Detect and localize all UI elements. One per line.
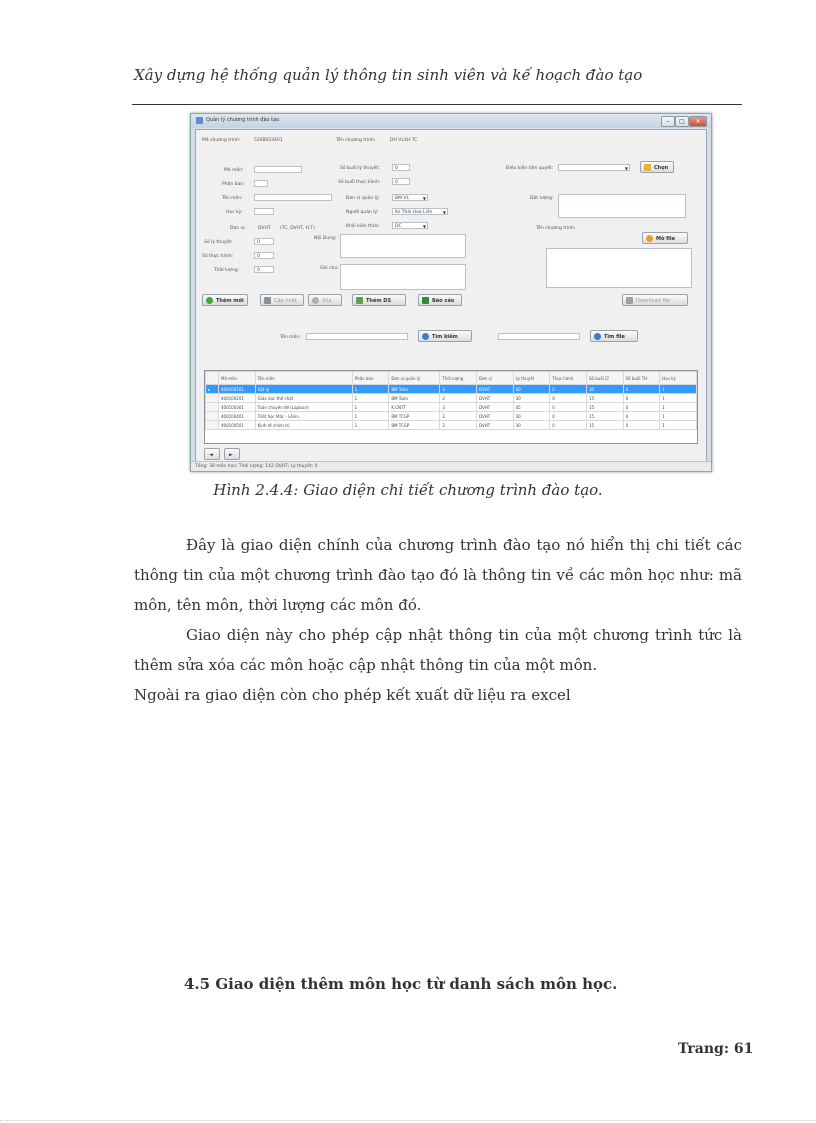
window-title: Quản lý chương trình đào tạo: [206, 117, 280, 123]
so-buoi-thuc-hanh-label: Số buổi thực hành:: [338, 180, 381, 185]
nguoi-quan-ly-value: Ks Thái Hoa Liên: [395, 210, 433, 215]
table-cell[interactable]: BM Toán: [389, 385, 440, 394]
them-moi-button[interactable]: [202, 294, 248, 306]
ma-chuong-trinh-value: 5268023401: [254, 138, 283, 143]
table-cell[interactable]: 30: [513, 412, 550, 421]
column-header[interactable]: Tên môn: [255, 372, 352, 385]
status-text: Tổng: 38 môn học; Thời lượng: 142 DVHT; Lý thuyết: 0: [195, 464, 318, 469]
figure-caption: Hình 2.4.4: Giao diện chi tiết chương trình đào tạo.: [213, 481, 603, 499]
ten-mon-label: Tên môn:: [222, 196, 243, 201]
tim-kiem-button[interactable]: [418, 330, 472, 342]
table-cell[interactable]: 0: [623, 385, 660, 394]
bao-cao-button[interactable]: [418, 294, 462, 306]
don-vi-label: Đơn vị:: [230, 226, 246, 231]
table-row[interactable]: [206, 394, 697, 403]
search-ten-mon-input[interactable]: [306, 333, 408, 340]
khoi-kien-thuc-select[interactable]: [392, 222, 428, 229]
khoi-kien-thuc-value: DC: [395, 224, 402, 229]
table-cell[interactable]: Toán chuyên đề (Laplace): [255, 403, 352, 412]
column-header[interactable]: Số buổi LT: [586, 372, 623, 385]
so-thuc-hanh-label: Số thực hành:: [202, 254, 234, 259]
column-header[interactable]: Thời lượng: [440, 372, 477, 385]
row-header-corner: [206, 372, 219, 385]
noi-dung-textarea[interactable]: [340, 234, 466, 258]
ghi-chu-textarea[interactable]: [340, 264, 466, 290]
column-header[interactable]: Thực hành: [550, 372, 587, 385]
column-header[interactable]: Học kỳ: [660, 372, 697, 385]
close-button[interactable]: ✕: [689, 116, 707, 127]
don-vi-value: DVHT: [258, 226, 271, 231]
tim-kiem-button-label: Tìm kiếm: [432, 334, 458, 340]
them-ds-button[interactable]: [352, 294, 406, 306]
table-cell[interactable]: 0: [623, 394, 660, 403]
table-cell[interactable]: 1: [352, 421, 389, 430]
table-cell[interactable]: 400100301: [219, 403, 256, 412]
download-file-button[interactable]: [622, 294, 688, 306]
ma-mon-label: Mã môn:: [224, 168, 244, 173]
table-cell[interactable]: BM TCGP: [389, 421, 440, 430]
table-cell[interactable]: DVHT: [476, 403, 513, 412]
chevron-down-icon: ▼: [442, 210, 446, 215]
table-cell[interactable]: DVHT: [476, 412, 513, 421]
xoa-button[interactable]: [308, 294, 342, 306]
paragraph-3: Ngoài ra giao diện còn cho phép kết xuất dữ liệu ra excel: [134, 686, 571, 704]
bao-cao-button-label: Báo cáo: [432, 298, 455, 304]
table-cell[interactable]: 0: [550, 412, 587, 421]
search-icon: [422, 333, 429, 340]
window-client-area: [195, 129, 707, 469]
dieu-kien-tien-quyet-label: Điều kiện tiên quyết:: [506, 166, 554, 171]
table-cell[interactable]: 0: [550, 421, 587, 430]
table-cell[interactable]: 1: [660, 403, 697, 412]
don-vi-quan-ly-select[interactable]: [392, 194, 428, 201]
table-row[interactable]: [206, 403, 697, 412]
hoc-ky-label: Học kỳ:: [226, 210, 243, 215]
tim-file-button[interactable]: [590, 330, 638, 342]
table-cell[interactable]: Kinh tế chính trị: [255, 421, 352, 430]
chevron-down-icon: ▼: [422, 196, 426, 201]
column-header[interactable]: Số buổi TH: [623, 372, 660, 385]
table-cell[interactable]: 1: [660, 385, 697, 394]
delete-icon: [312, 297, 319, 304]
table-cell[interactable]: 30: [586, 385, 623, 394]
don-vi-note: (TC, DVHT, H.T): [280, 226, 315, 231]
table-cell[interactable]: 1: [660, 394, 697, 403]
cap-nhat-button[interactable]: [260, 294, 304, 306]
table-cell[interactable]: 0: [550, 403, 587, 412]
prev-page-button[interactable]: ◄: [204, 448, 220, 460]
table-cell[interactable]: 400100401: [219, 412, 256, 421]
table-cell[interactable]: 45: [513, 403, 550, 412]
next-page-button[interactable]: ►: [224, 448, 240, 460]
mo-file-button-label: Mở file: [656, 236, 675, 242]
download-icon: [626, 297, 633, 304]
ten-chuong-trinh-label: Tên chương trình:: [336, 138, 376, 143]
table-cell[interactable]: 0: [623, 421, 660, 430]
add-icon: [206, 297, 213, 304]
table-cell[interactable]: 2: [440, 412, 477, 421]
page-header-title: Xây dựng hệ thống quản lý thông tin sinh viên và kế hoạch đào tạo: [134, 66, 643, 84]
ten-chuong-trinh-value: DH VLXH TC: [390, 138, 418, 143]
page-number: Trang: 61: [678, 1041, 754, 1057]
thoi-luong-label: Thời lượng:: [214, 268, 240, 273]
thoi-luong-input[interactable]: 0: [254, 266, 274, 273]
phan-ban-label: Phân ban:: [222, 182, 245, 187]
table-cell[interactable]: DVHT: [476, 385, 513, 394]
hoc-ky-input[interactable]: [254, 208, 274, 215]
table-cell[interactable]: 400100501: [219, 421, 256, 430]
maximize-button[interactable]: □: [675, 116, 689, 127]
table-cell[interactable]: 15: [586, 394, 623, 403]
table-cell[interactable]: 0: [623, 412, 660, 421]
table-cell[interactable]: 1: [660, 421, 697, 430]
row-header[interactable]: [206, 394, 219, 403]
so-thuc-hanh-input[interactable]: 0: [254, 252, 274, 259]
ma-chuong-trinh-label: Mã chương trình:: [202, 138, 241, 143]
so-buoi-thuc-hanh-input[interactable]: 0: [392, 178, 410, 185]
dat-luong-textarea[interactable]: [558, 194, 686, 218]
ten-mon-input[interactable]: [254, 194, 332, 201]
search-icon: [594, 333, 601, 340]
row-header[interactable]: [206, 412, 219, 421]
noi-dung-label: Nội Dung:: [314, 236, 337, 241]
table-cell[interactable]: 60: [513, 385, 550, 394]
chon-button-label: Chọn: [654, 165, 669, 171]
table-cell[interactable]: 400100101: [219, 385, 256, 394]
paragraph-1: Đây là giao diện chính của chương trình đào tạo nó hiển thị chi tiết các thông tin của một chương trình đào tạo đó là thông tin về các môn học như: mã môn, tên môn, thời lượng các môn đó.: [134, 536, 742, 614]
so-buoi-ly-thuyet-label: Số buổi lý thuyết:: [340, 166, 380, 171]
don-vi-quan-ly-value: BM VL: [395, 196, 409, 201]
table-cell[interactable]: 2: [440, 394, 477, 403]
search-ten-mon-label: Tên môn:: [280, 335, 301, 340]
table-cell[interactable]: 30: [513, 421, 550, 430]
minimize-button[interactable]: –: [661, 116, 675, 127]
column-header[interactable]: Lý thuyết: [513, 372, 550, 385]
open-file-icon: [646, 235, 653, 242]
so-buoi-ly-thuyet-input[interactable]: 0: [392, 164, 410, 171]
column-header[interactable]: Đơn vị quản lý: [389, 372, 440, 385]
table-cell[interactable]: 0: [623, 403, 660, 412]
table-row[interactable]: [206, 421, 697, 430]
table-row[interactable]: [206, 385, 697, 394]
table-cell[interactable]: 15: [586, 412, 623, 421]
them-moi-button-label: Thêm mới: [216, 298, 244, 304]
add-list-icon: [356, 297, 363, 304]
header-divider: [132, 104, 742, 105]
table-cell[interactable]: 4: [440, 385, 477, 394]
table-cell[interactable]: BM Toán: [389, 394, 440, 403]
table-cell[interactable]: 1: [352, 412, 389, 421]
nguoi-quan-ly-label: Người quản lý:: [346, 210, 379, 215]
grid-header-row: [206, 372, 697, 385]
chon-button[interactable]: [640, 161, 674, 173]
excel-icon: [422, 297, 429, 304]
chevron-down-icon: ▼: [624, 166, 628, 171]
dieu-kien-tien-quyet-select[interactable]: [558, 164, 630, 171]
khoi-kien-thuc-label: Khối kiến thức:: [346, 224, 380, 229]
column-header[interactable]: Mã môn: [219, 372, 256, 385]
cap-nhat-button-label: Cập nhật: [274, 298, 297, 304]
table-cell[interactable]: Giáo dục thể chất: [255, 394, 352, 403]
ghi-chu-label: Ghi chú:: [320, 266, 339, 271]
table-cell[interactable]: 1: [352, 394, 389, 403]
status-bar: [191, 461, 711, 471]
don-vi-quan-ly-label: Đơn vị quản lý:: [346, 196, 380, 201]
table-cell[interactable]: 15: [586, 421, 623, 430]
table-cell[interactable]: 1: [352, 403, 389, 412]
download-file-button-label: Download file: [636, 298, 671, 304]
table-cell[interactable]: 1: [352, 385, 389, 394]
row-header[interactable]: ▸: [206, 385, 219, 394]
paragraph-2: Giao diện này cho phép cập nhật thông tin của một chương trình tức là thêm sửa xóa các môn hoặc cập nhật thông tin của một môn.: [134, 626, 742, 674]
table-cell[interactable]: DVHT: [476, 421, 513, 430]
file-content-textarea[interactable]: [546, 248, 692, 288]
table-cell[interactable]: 0: [550, 385, 587, 394]
table-cell[interactable]: 1: [660, 412, 697, 421]
chevron-down-icon: ▼: [422, 224, 426, 229]
table-cell[interactable]: 3: [440, 403, 477, 412]
table-cell[interactable]: 400100201: [219, 394, 256, 403]
table-cell[interactable]: Vật lý: [255, 385, 352, 394]
table-row[interactable]: [206, 412, 697, 421]
column-header[interactable]: Phần ban: [352, 372, 389, 385]
tim-file-button-label: Tìm file: [604, 334, 625, 340]
dat-luong-label: Đặt lượng:: [530, 196, 554, 201]
them-ds-button-label: Thêm DS: [366, 298, 392, 304]
ma-mon-input[interactable]: [254, 166, 302, 173]
window-titlebar: [191, 114, 711, 128]
table-cell[interactable]: 15: [586, 403, 623, 412]
app-icon: [196, 117, 203, 124]
mo-file-button[interactable]: [642, 232, 688, 244]
nguoi-quan-ly-select[interactable]: [392, 208, 448, 215]
so-ly-thuyet-input[interactable]: 0: [254, 238, 274, 245]
row-header[interactable]: [206, 421, 219, 430]
footer-divider: [0, 1120, 816, 1121]
phan-ban-input[interactable]: [254, 180, 268, 187]
edit-icon: [644, 164, 651, 171]
section-heading: 4.5 Giao diện thêm môn học từ danh sách môn học.: [184, 975, 618, 993]
table-cell[interactable]: 30: [513, 394, 550, 403]
so-ly-thuyet-label: Số lý thuyết:: [204, 240, 233, 245]
column-header[interactable]: Đơn vị: [476, 372, 513, 385]
ten-chuong-trinh-2-label: Tên chương trình:: [536, 226, 576, 231]
table-cell[interactable]: BM TCGP: [389, 412, 440, 421]
table-cell[interactable]: 2: [440, 421, 477, 430]
table-cell[interactable]: DVHT: [476, 394, 513, 403]
table-cell[interactable]: 0: [550, 394, 587, 403]
figure-screenshot: [190, 113, 712, 472]
table-cell[interactable]: Triết học Mác - Lênin: [255, 412, 352, 421]
save-icon: [264, 297, 271, 304]
subject-grid[interactable]: [204, 370, 698, 444]
search-file-input[interactable]: [498, 333, 580, 340]
xoa-button-label: Xóa: [322, 298, 332, 304]
table-cell[interactable]: K.CNTT: [389, 403, 440, 412]
row-header[interactable]: [206, 403, 219, 412]
